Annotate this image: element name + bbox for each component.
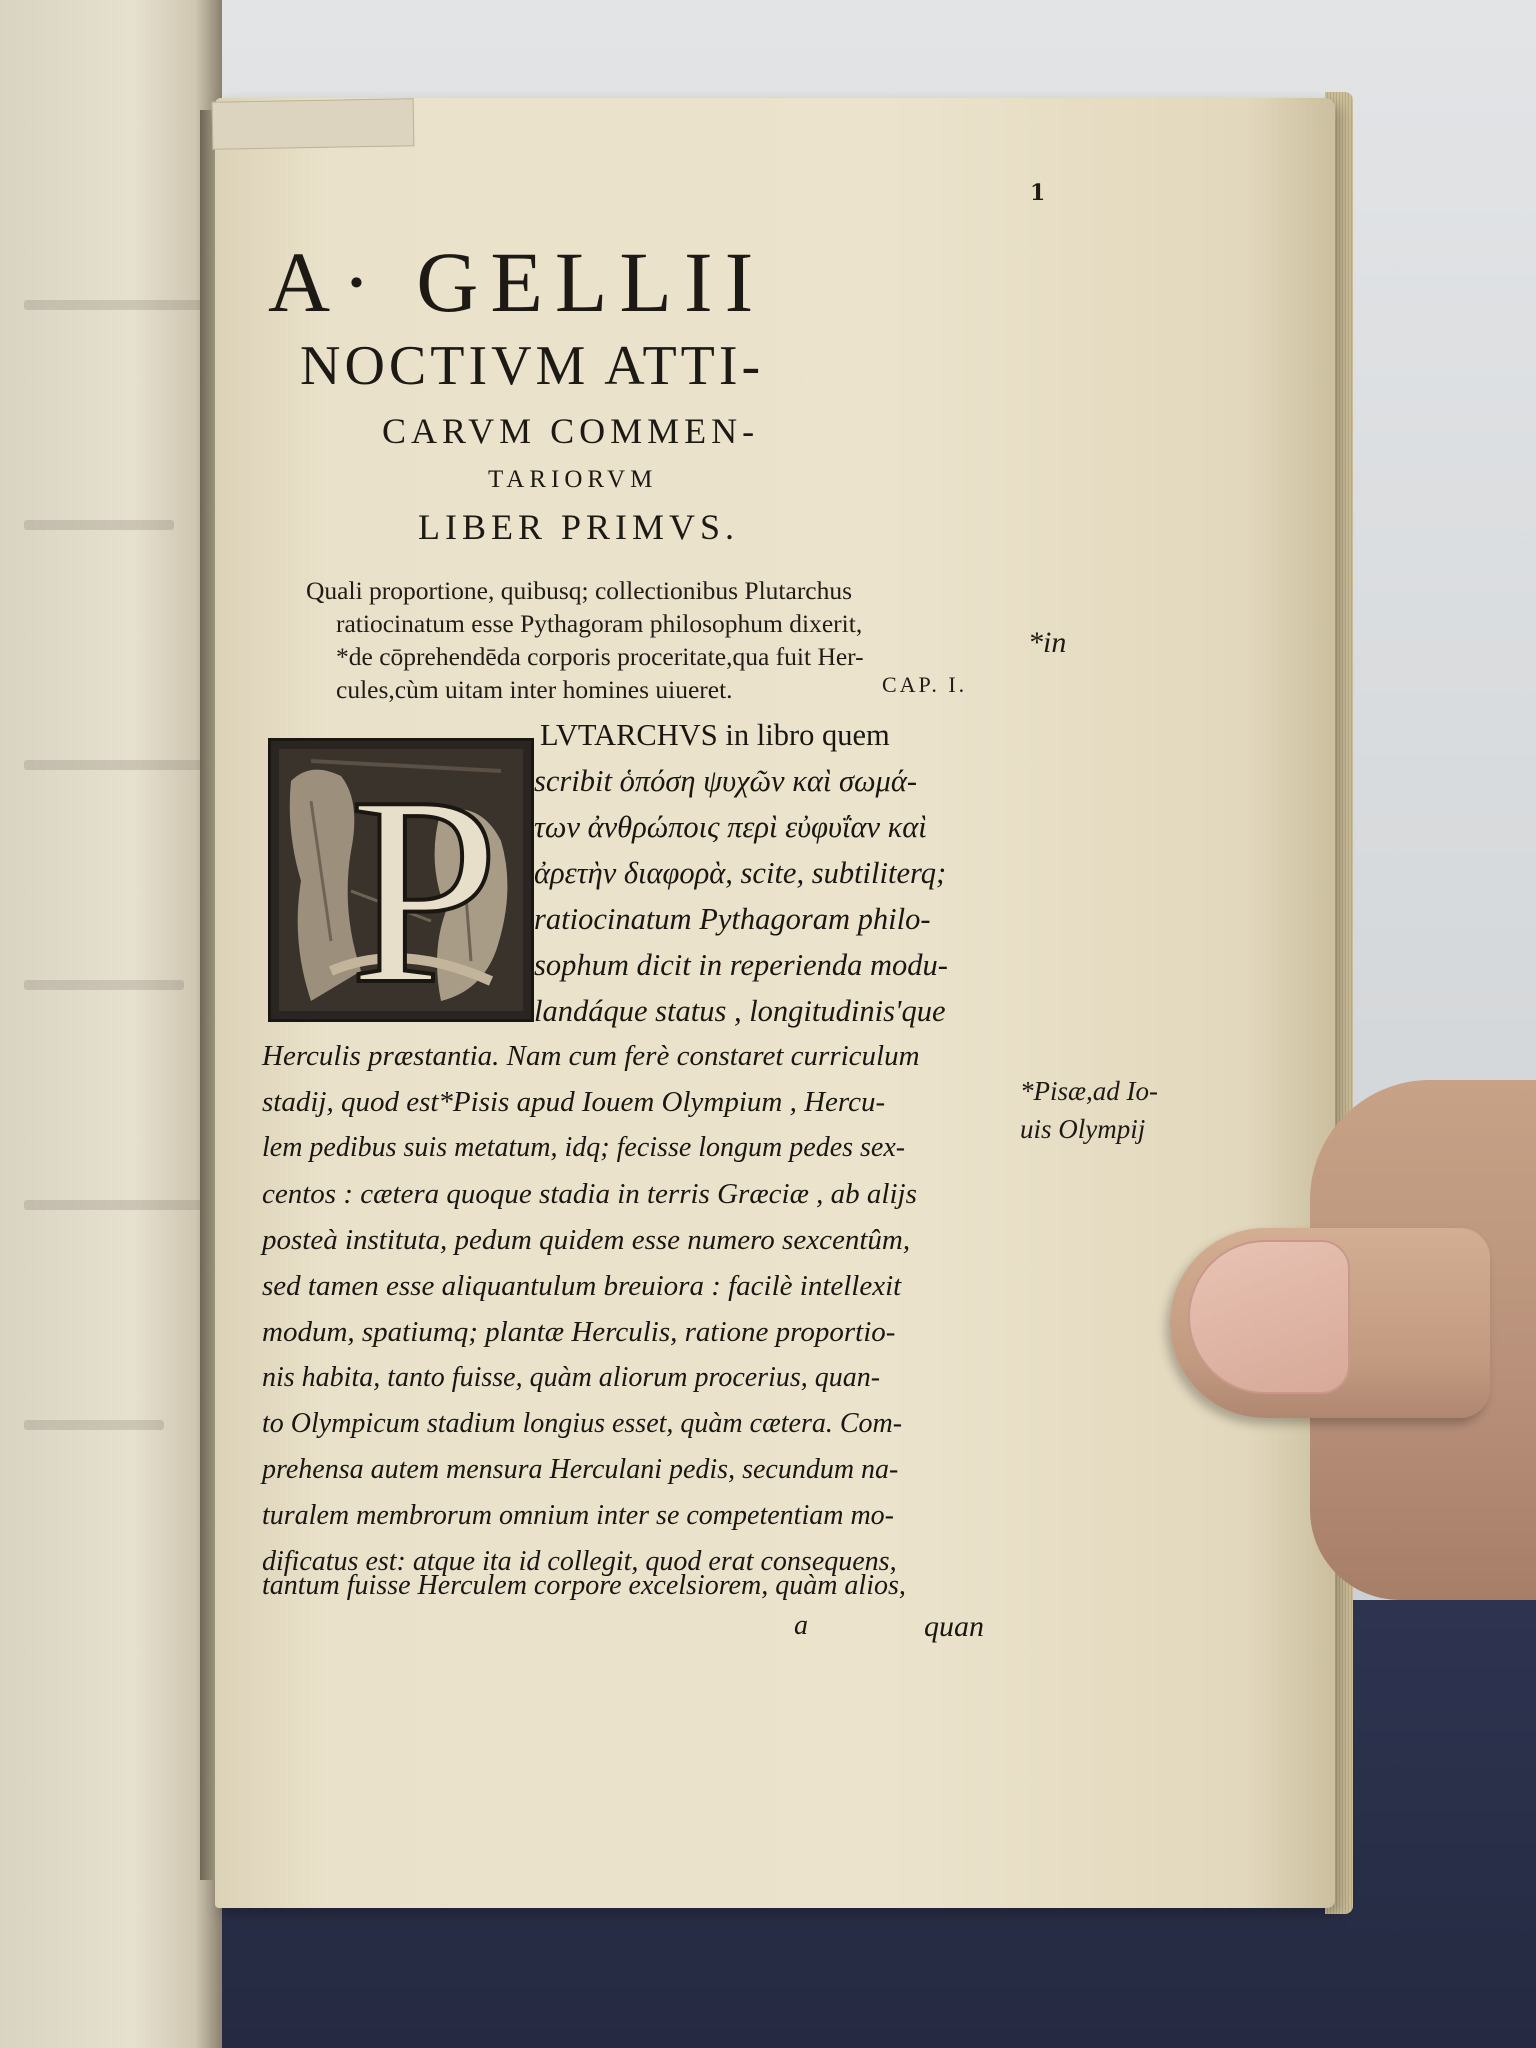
body-line: centos : cætera quoque stadia in terris Græciæ , ab alijs (262, 1178, 917, 1210)
summary-line: *de cōprehendēda corporis proceritate,qua fuit Her- (336, 642, 864, 671)
folio-number: 1 (1030, 180, 1046, 206)
title-line-4: TARIORVM (488, 466, 658, 493)
margin-note-2 (1020, 1072, 1158, 1148)
body-line: scribit ὁπόση ψυχῶν καὶ σωμά- (534, 764, 918, 798)
thumbnail (1188, 1240, 1350, 1394)
margin-note-line: *Pisæ,ad Io- (1020, 1076, 1158, 1106)
body-line: landáque status , longitudinis'que (534, 994, 946, 1028)
woodcut-illustration (271, 741, 531, 1019)
body-line: των ἀνθρώποις περὶ εὐφυΐαν καὶ (534, 810, 927, 844)
body-line: nis habita, tanto fuisse, quàm aliorum procerius, quan- (262, 1362, 881, 1393)
body-line: tantum fuisse Herculem corpore excelsiorem, quàm alios, (262, 1570, 906, 1601)
faint-text (24, 1420, 164, 1430)
body-line: lem pedibus suis metatum, idq; fecisse longum pedes sex- (262, 1132, 906, 1163)
body-line: ratiocinatum Pythagoram philo- (534, 902, 931, 936)
summary-line: cules,cùm uitam inter homines uiueret. (336, 675, 733, 704)
chapter-heading: CAP. I. (882, 672, 968, 697)
faint-text (24, 300, 204, 310)
body-line: dificatus est: atque ita id collegit, quod erat consequens, (262, 1546, 897, 1577)
initial-letter: P (349, 741, 500, 1019)
title-line-1: A· GELLII (268, 234, 766, 330)
catchword: quan (924, 1610, 984, 1643)
margin-note-line: uis Olympij (1020, 1114, 1146, 1144)
woodcut-initial (268, 738, 534, 1022)
body-line: to Olympicum stadium longius esset, quàm cætera. Com- (262, 1408, 903, 1439)
body-line: LVTARCHVS in libro quem (540, 718, 890, 752)
title-line-5: LIBER PRIMVS. (418, 507, 740, 547)
body-line: modum, spatiumq; plantæ Herculis, ratione proportio- (262, 1316, 896, 1348)
body-line: sophum dicit in reperienda modu- (534, 948, 948, 982)
faint-text (24, 1200, 204, 1210)
faint-text (24, 980, 184, 990)
margin-note-1: *in (1028, 626, 1067, 659)
body-line: sed tamen esse aliquantulum breuiora : facilè intellexit (262, 1270, 902, 1302)
body-line: posteà instituta, pedum quidem esse numero sexcentûm, (262, 1224, 911, 1256)
body-line: ἀρετὴν διαφορὰ, scite, subtiliterq; (534, 856, 947, 890)
faint-text (24, 760, 204, 770)
body-line: prehensa autem mensura Herculani pedis, secundum na- (262, 1454, 899, 1485)
faint-text (24, 520, 174, 530)
title-line-3: CARVM COMMEN- (382, 411, 760, 451)
summary-line: ratiocinatum esse Pythagoram philosophum dixerit, (336, 609, 863, 638)
body-line: stadij, quod est*Pisis apud Iouem Olympium , Hercu- (262, 1086, 886, 1118)
body-line: turalem membrorum omnium inter se competentiam mo- (262, 1500, 894, 1531)
left-page (0, 0, 222, 2048)
summary-line: Quali proportione, quibusq; collectionibus Plutarchus (306, 576, 853, 605)
title-line-2: NOCTIVM ATTI- (300, 335, 765, 397)
paper-slip (212, 98, 415, 150)
signature-mark: a (794, 1610, 808, 1641)
body-line: Herculis præstantia. Nam cum ferè constaret curriculum (262, 1040, 920, 1072)
